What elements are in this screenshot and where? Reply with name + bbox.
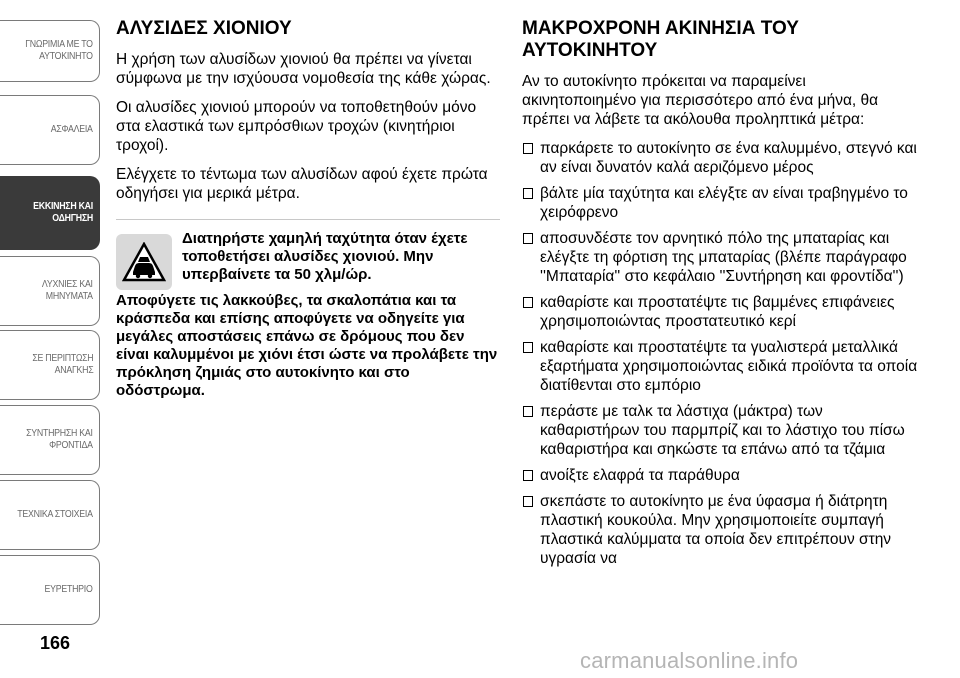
list-item-text: καθαρίστε και προστατέψτε τις βαμμένες επιφάνειες χρησιμοποιώντας προστατευτικό κερί xyxy=(540,294,895,330)
tab-label: ΑΣΦΑΛΕΙΑ xyxy=(51,124,93,135)
precautions-list xyxy=(522,139,920,568)
tab-label: ΛΥΧΝΙΕΣ ΚΑΙ ΜΗΝΥΜΑΤΑ xyxy=(42,279,93,302)
tab-safety[interactable] xyxy=(0,95,100,165)
list-item-text: σκεπάστε το αυτοκίνητο με ένα ύφασμα ή διάτρητη πλαστική κουκούλα. Μην χρησιμοποιείτε συμπαγή πλαστικά καλύμματα τα οποία δεν επιτρέπουν στην υγρασία να xyxy=(540,493,892,567)
tab-starting-driving[interactable] xyxy=(0,176,100,250)
tab-getting-to-know[interactable] xyxy=(0,20,100,82)
long-inactivity-section xyxy=(522,18,920,575)
checkbox-bullet-icon xyxy=(523,233,533,244)
paragraph: Ελέγχετε το τέντωμα των αλυσίδων αφού έχετε πρώτα οδηγήσει για μερικά μέτρα. xyxy=(116,166,488,202)
watermark: carmanualsonline.info xyxy=(580,648,799,673)
checkbox-bullet-icon xyxy=(523,143,533,154)
chapter-sidebar xyxy=(0,0,100,678)
tab-label: ΓΝΩΡΙΜΙΑ ΜΕ ΤΟ ΑΥΤΟΚΙΝΗΤΟ xyxy=(25,39,93,62)
list-item-text: ανοίξτε ελαφρά τα παράθυρα xyxy=(540,467,740,484)
snow-chains-section xyxy=(116,18,500,400)
tab-label: ΣΥΝΤΗΡΗΣΗ ΚΑΙ ΦΡΟΝΤΙΔΑ xyxy=(26,428,93,451)
tab-maintenance[interactable] xyxy=(0,405,100,475)
paragraph: Οι αλυσίδες χιονιού μπορούν να τοποθετηθούν μόνο στα ελαστικά των εμπρόσθιων τροχών (κινητήριοι τροχοί). xyxy=(116,99,477,154)
warning-text: Αποφύγετε τις λακκούβες, τα σκαλοπάτια και τα κράσπεδα και επίσης αποφύγετε να οδηγείτε για μεγάλες αποστάσεις επάνω σε δρόμους που δεν είναι καλυμμένοι με χιόνι έτσι ώστε να προλάβετε την πρόκληση ζημιάς στο αυτοκίνητο και στο οδόστρωμα. xyxy=(116,292,498,399)
checkbox-bullet-icon xyxy=(523,342,533,353)
warning-headline: Διατηρήστε χαμηλή ταχύτητα όταν έχετε τοποθετήσει αλυσίδες χιονιού. Μην υπερβαίνετε τα 50 χλμ/ώρ. xyxy=(182,230,468,283)
tab-lights-messages[interactable] xyxy=(0,256,100,326)
list-item xyxy=(522,139,920,177)
section-title: ΜΑΚΡΟΧΡΟΝΗ ΑΚΙΝΗΣΙΑ ΤΟΥ ΑΥΤΟΚΙΝΗΤΟΥ xyxy=(522,18,799,61)
tab-label: ΕΥΡΕΤΗΡΙΟ xyxy=(44,584,93,595)
list-item-text: βάλτε μία ταχύτητα και ελέγξτε αν είναι τραβηγμένο το χειρόφρενο xyxy=(540,185,908,221)
checkbox-bullet-icon xyxy=(523,406,533,417)
list-item-text: αποσυνδέστε τον αρνητικό πόλο της μπαταρίας και ελέγξτε τη φόρτιση της μπαταρίας (βλέπε παράγραφο ''Μπαταρία'' στο κεφάλαιο ''Συντήρηση και φροντίδα'') xyxy=(540,230,907,285)
list-item xyxy=(522,338,920,395)
page-number: 166 xyxy=(40,633,71,653)
tab-index[interactable] xyxy=(0,555,100,625)
divider xyxy=(116,219,500,220)
list-item xyxy=(522,492,920,568)
tab-label: ΤΕΧΝΙΚΑ ΣΤΟΙΧΕΙΑ xyxy=(17,509,93,520)
list-item-text: παρκάρετε το αυτοκίνητο σε ένα καλυμμένο, στεγνό και αν είναι δυνατόν καλά αεριζόμενο μέρος xyxy=(540,140,917,176)
list-item xyxy=(522,229,920,286)
tab-emergency[interactable] xyxy=(0,330,100,400)
list-item-text: καθαρίστε και προστατέψτε τα γυαλιστερά μεταλλικά εξαρτήματα χρησιμοποιώντας ειδικά προϊόντα τα οποία διατίθενται στο εμπόριο xyxy=(540,339,918,394)
car-on-road-warning-icon xyxy=(116,234,172,290)
section-title: ΑΛΥΣΙΔΕΣ ΧΙΟΝΙΟΥ xyxy=(116,18,292,39)
list-item xyxy=(522,293,920,331)
warning-box xyxy=(116,230,500,400)
tab-label: ΣΕ ΠΕΡΙΠΤΩΣΗ ΑΝΑΓΚΗΣ xyxy=(31,353,93,376)
checkbox-bullet-icon xyxy=(523,188,533,199)
list-item xyxy=(522,466,920,485)
checkbox-bullet-icon xyxy=(523,297,533,308)
list-item xyxy=(522,184,920,222)
checkbox-bullet-icon xyxy=(523,470,533,481)
tab-technical-data[interactable] xyxy=(0,480,100,550)
checkbox-bullet-icon xyxy=(523,496,533,507)
tab-label: ΕΚΚΙΝΗΣΗ ΚΑΙ ΟΔΗΓΗΣΗ xyxy=(33,201,93,224)
intro-paragraph: Αν το αυτοκίνητο πρόκειται να παραμείνει ακινητοποιημένο για περισσότερο από ένα μήνα, θα πρέπει να λάβετε τα ακόλουθα προληπτικά μέτρα: xyxy=(522,73,879,128)
list-item-text: περάστε με ταλκ τα λάστιχα (μάκτρα) των καθαριστήρων του παρμπρίζ και το λάστιχο του πίσω καθαριστήρα και σηκώστε τα επάνω από τα τζάμια xyxy=(540,403,905,458)
paragraph: Η χρήση των αλυσίδων χιονιού θα πρέπει να γίνεται σύμφωνα με την ισχύουσα νομοθεσία της κάθε χώρας. xyxy=(116,51,491,87)
list-item xyxy=(522,402,920,459)
